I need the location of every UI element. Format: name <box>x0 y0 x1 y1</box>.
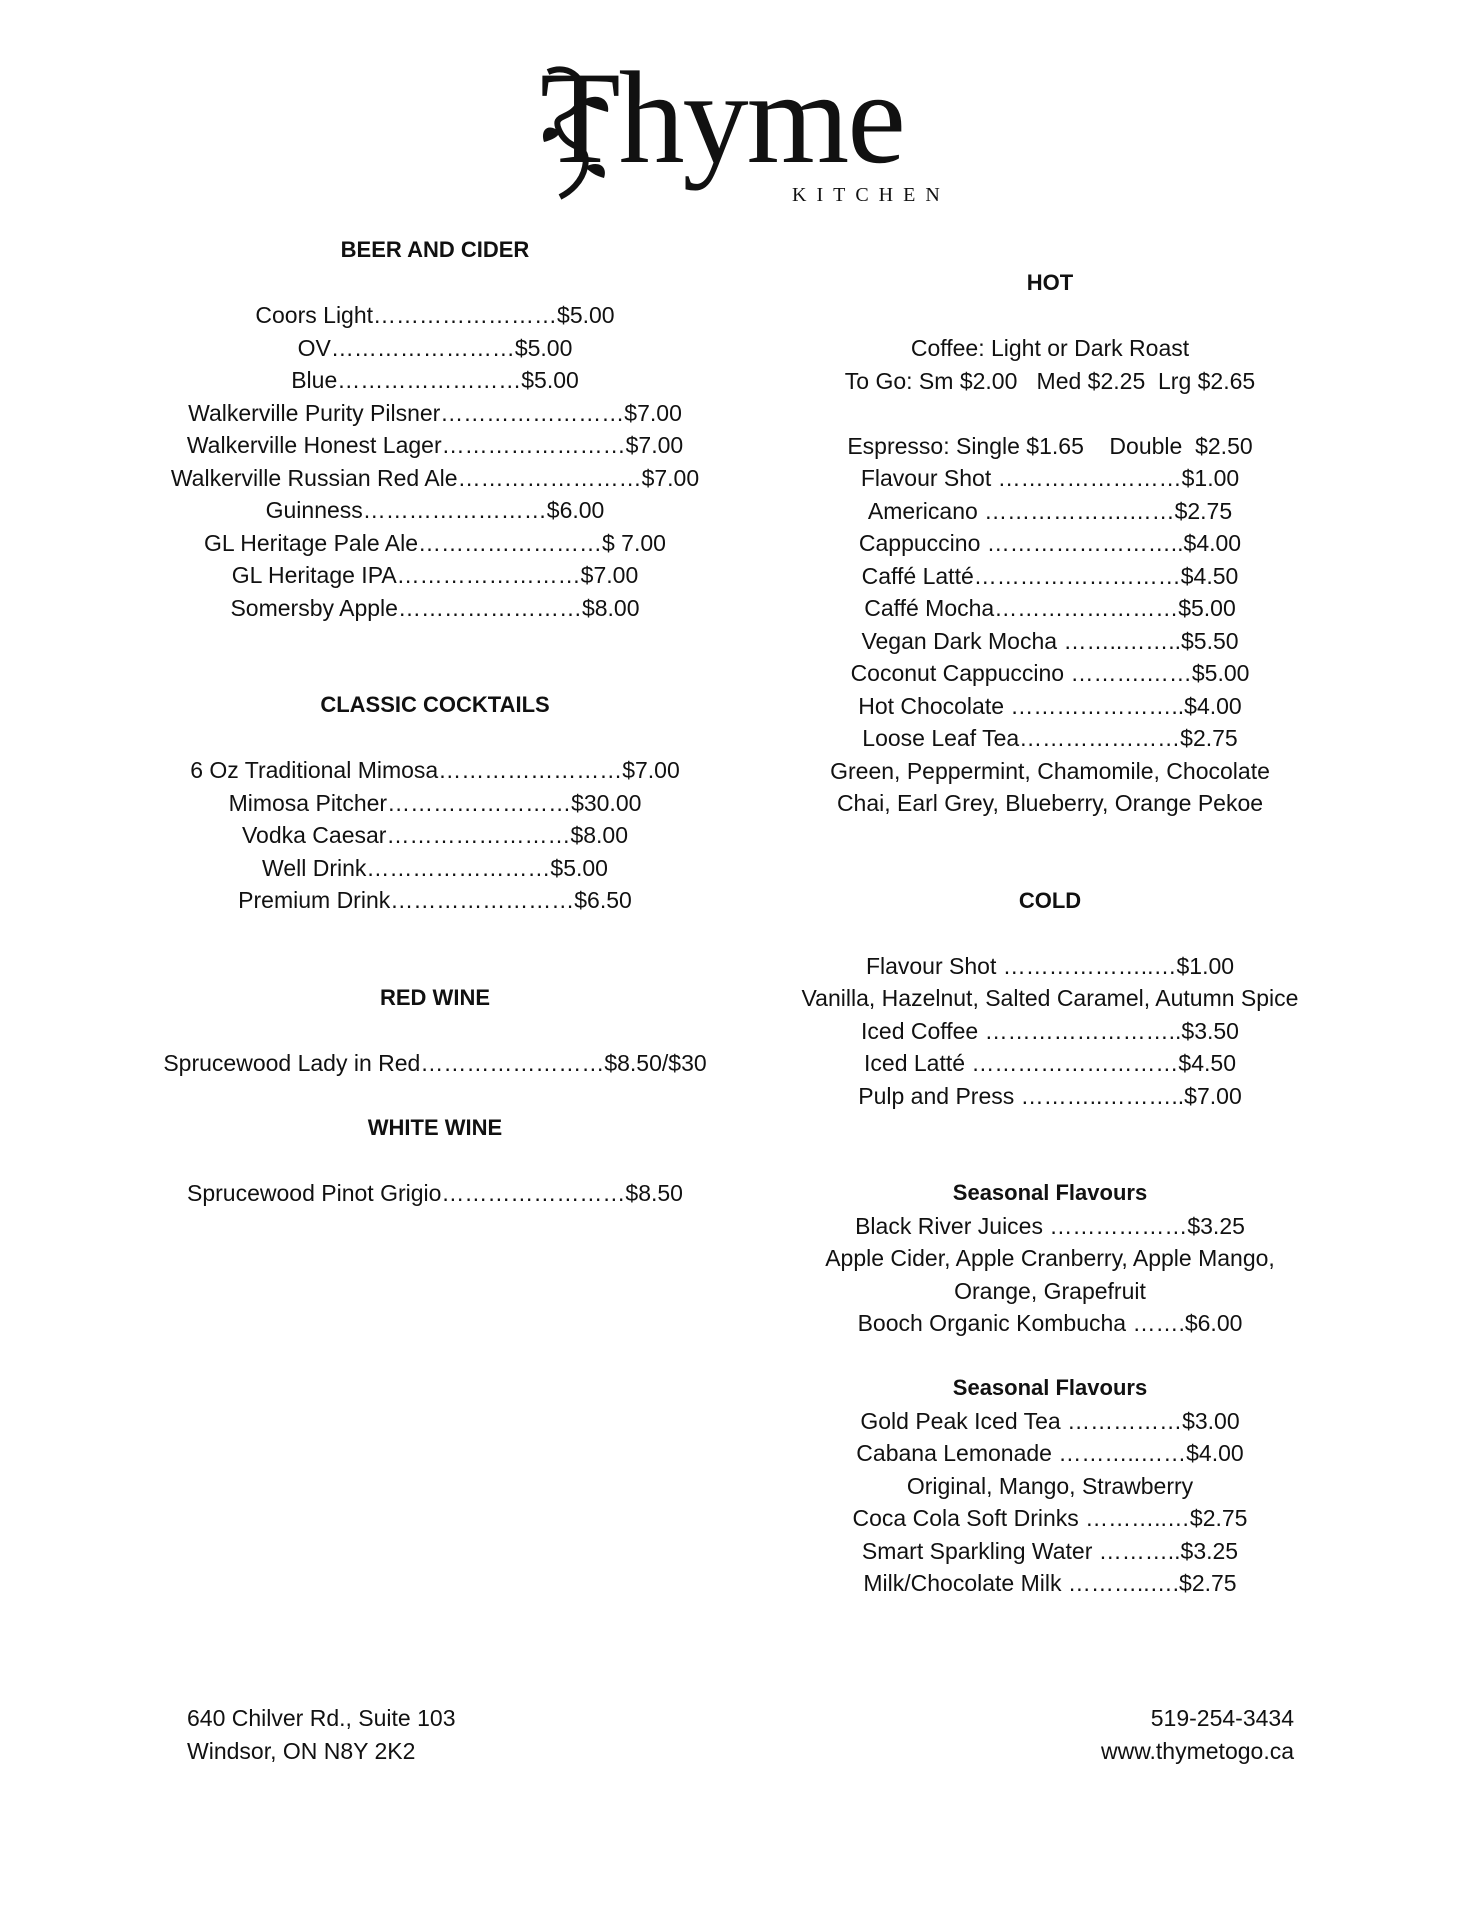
right-menu-column <box>770 267 1330 1600</box>
white-wine-heading: WHITE WINE <box>367 1114 503 1140</box>
menu-item-note: Apple Cider, Apple Cranberry, Apple Mango, <box>825 1245 1275 1271</box>
footer-address <box>187 1702 456 1767</box>
beer-cider-heading: BEER AND CIDER <box>340 237 530 262</box>
menu-item: 6 Oz Traditional Mimosa……………………$7.00 <box>190 757 680 783</box>
menu-item: Blue……………………$5.00 <box>291 367 579 393</box>
menu-item-note: Green, Peppermint, Chamomile, Chocolate <box>830 757 1270 784</box>
menu-item: Caffé Mocha……………………$5.00 <box>864 595 1236 621</box>
menu-item: Black River Juices ………………$3.25 <box>855 1212 1245 1239</box>
menu-item: Walkerville Honest Lager……………………$7.00 <box>186 432 684 458</box>
menu-item: Sprucewood Lady in Red……………………$8.50/$30 <box>163 1049 707 1076</box>
red-wine-heading: RED WINE <box>380 984 490 1010</box>
menu-item-note: Original, Mango, Strawberry <box>906 1472 1194 1499</box>
menu-item: Milk/Chocolate Milk ………..….$2.75 <box>863 1570 1237 1596</box>
menu-item-note: Chai, Earl Grey, Blueberry, Orange Pekoe <box>836 790 1264 816</box>
thyme-kitchen-logo <box>540 44 950 212</box>
menu-item: OV……………………$5.00 <box>297 334 573 361</box>
website-link[interactable]: www.thymetogo.ca <box>1100 1737 1294 1764</box>
cold-heading: COLD <box>1018 887 1082 913</box>
menu-item: Well Drink……………………$5.00 <box>262 854 608 881</box>
menu-item: Coors Light……………………$5.00 <box>255 302 615 328</box>
left-menu-column <box>140 234 730 1209</box>
menu-item: Flavour Shot ……………………$1.00 <box>860 465 1240 491</box>
menu-item: Somersby Apple……………………$8.00 <box>230 594 640 621</box>
menu-item: Pulp and Press ………..………..$7.00 <box>858 1082 1242 1109</box>
menu-item: Espresso: Single $1.65 Double $2.50 <box>847 432 1253 459</box>
menu-item: Cabana Lemonade ………..……$4.00 <box>856 1440 1244 1466</box>
seasonal-flavours-heading: Seasonal Flavours <box>952 1180 1148 1205</box>
menu-item-note: Orange, Grapefruit <box>954 1277 1146 1304</box>
menu-item: Coconut Cappuccino ……….……$5.00 <box>850 660 1250 686</box>
menu-item: Coca Cola Soft Drinks ………..…$2.75 <box>852 1505 1248 1531</box>
menu-item: Walkerville Russian Red Ale……………………$7.00 <box>170 464 700 491</box>
menu-item: Caffé Latté………………………$4.50 <box>861 562 1239 589</box>
menu-item: Sprucewood Pinot Grigio……………………$8.50 <box>187 1179 683 1206</box>
menu-item: Vegan Dark Mocha ……..……..$5.50 <box>861 627 1239 654</box>
seasonal-flavours-heading: Seasonal Flavours <box>952 1375 1148 1400</box>
menu-item: Cappuccino ……………………..$4.00 <box>858 530 1242 556</box>
menu-item: Vodka Caesar……………………$8.00 <box>241 822 629 848</box>
phone-number: 519-254-3434 <box>1150 1705 1294 1731</box>
menu-item: Premium Drink……………………$6.50 <box>238 887 632 913</box>
menu-item: Iced Latté ………………………$4.50 <box>864 1050 1236 1076</box>
menu-item: Gold Peak Iced Tea ……………$3.00 <box>860 1407 1240 1434</box>
menu-item: GL Heritage Pale Ale……………………$ 7.00 <box>204 529 666 556</box>
address-line-2: Windsor, ON N8Y 2K2 <box>187 1737 416 1764</box>
menu-item: Coffee: Light or Dark Roast <box>910 335 1190 361</box>
footer-contact <box>1101 1702 1294 1767</box>
hot-heading: HOT <box>1026 270 1074 295</box>
menu-item: Booch Organic Kombucha …….$6.00 <box>857 1310 1243 1336</box>
menu-item: Mimosa Pitcher……………………$30.00 <box>228 789 642 816</box>
menu-item: Iced Coffee ……………………..$3.50 <box>861 1017 1239 1044</box>
menu-item: Flavour Shot ………………..…$1.00 <box>865 952 1235 979</box>
menu-item: To Go: Sm $2.00 Med $2.25 Lrg $2.65 <box>844 367 1256 394</box>
menu-item: Guinness……………………$6.00 <box>265 497 605 523</box>
classic-cocktails-heading: CLASSIC COCKTAILS <box>320 692 550 717</box>
logo-subtitle: KITCHEN <box>792 184 950 206</box>
menu-item: Walkerville Purity Pilsner……………………$7.00 <box>188 399 682 426</box>
menu-item: Hot Chocolate …………………..$4.00 <box>858 692 1242 719</box>
menu-item: Smart Sparkling Water ………..$3.25 <box>861 1537 1239 1564</box>
menu-item: Loose Leaf Tea…………………$2.75 <box>862 725 1238 751</box>
logo-wordmark: Thyme <box>540 44 904 191</box>
menu-item: GL Heritage IPA……………………$7.00 <box>231 562 639 588</box>
menu-item-note: Vanilla, Hazelnut, Salted Caramel, Autumn Spice <box>801 985 1299 1011</box>
address-line-1: 640 Chilver Rd., Suite 103 <box>187 1705 456 1731</box>
menu-item: Americano ……………….……$2.75 <box>867 497 1233 524</box>
